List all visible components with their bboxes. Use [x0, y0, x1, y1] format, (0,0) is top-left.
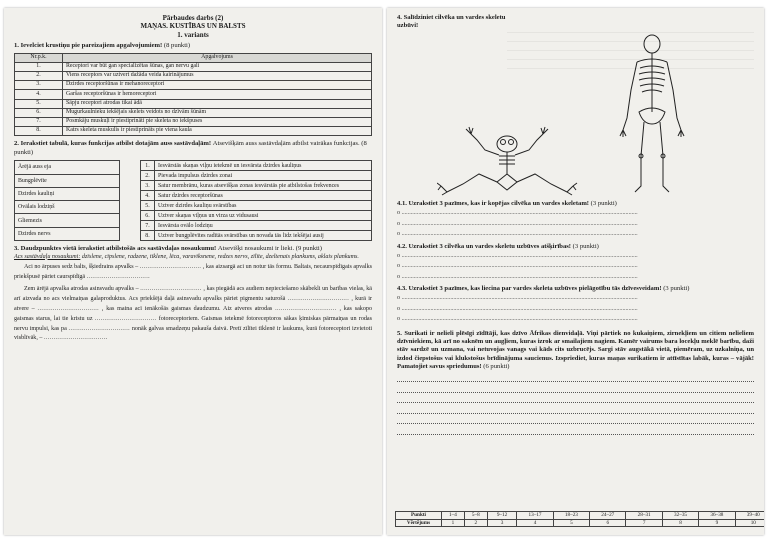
answer-4-1-line-3[interactable]: o ...........................................................................................................................................................	[397, 231, 638, 238]
test-title: Pārbaudes darbs (2)	[162, 14, 224, 22]
statement-row	[15, 127, 372, 136]
ear-function-text: Iesvārsta ovālo lodziņu	[155, 221, 372, 231]
ear-function-number: 8.	[141, 231, 155, 241]
statement-number[interactable]: 3.	[15, 81, 63, 90]
statement-text: Mugurkaulnieku iekšējais skelets veidots no dzīvām šūnām	[63, 108, 372, 117]
grade-cell: 9	[699, 519, 735, 527]
ear-function-number: 2.	[141, 171, 155, 181]
test-variant: 1. variants	[177, 30, 209, 39]
human-skeleton	[620, 35, 684, 192]
statement-number[interactable]: 4.	[15, 90, 63, 99]
blank-9[interactable]: ................................	[43, 335, 106, 342]
statement-row	[15, 90, 372, 99]
ear-function-number: 1.	[141, 161, 155, 171]
points-range-cell: 9–12	[487, 512, 517, 520]
grading-table	[395, 511, 764, 527]
ear-function-text: Uztver skaņas viļņus un virza uz vidusausi	[155, 211, 372, 221]
answer-4-2-line-1[interactable]: o ...........................................................................................................................................................	[397, 252, 638, 259]
grade-label: Vērtējums	[396, 519, 442, 527]
points-range-cell: 28–31	[626, 512, 662, 520]
statement-row	[15, 99, 372, 108]
grade-cell: 7	[626, 519, 662, 527]
skeleton-illustration	[437, 34, 697, 196]
answer-4-1-line-2[interactable]: o ...........................................................................................................................................................	[397, 220, 638, 227]
grade-cell: 10	[735, 519, 764, 527]
blank-1[interactable]: ................................	[139, 264, 202, 271]
blank-6[interactable]: ................................	[275, 305, 337, 312]
ear-part-name[interactable]: Ārējā auss eja	[15, 161, 120, 174]
grade-cell: 2	[464, 519, 487, 527]
left-page	[4, 8, 382, 535]
ear-function-text: Pievada impulsus dzirdes zonai	[155, 171, 372, 181]
points-label: Punkti	[396, 512, 442, 520]
ear-part-name[interactable]: Gliemezis	[15, 214, 120, 227]
statement-row	[15, 71, 372, 80]
blank-5[interactable]: ................................	[37, 305, 100, 312]
question-3: 3. Daudzpunktes vietā ierakstiet atbilstošās acs sastāvdaļas nosaukumu! Atsevišķi nosaukumi ir lieki. (9 punkti)	[14, 245, 322, 253]
ear-function-number: 3.	[141, 181, 155, 191]
ear-function-text: Iesvārstās skaņas viļņu ietekmē un iesvārsta dzirdes kauliņus	[155, 161, 372, 171]
points-range-cell: 18–23	[553, 512, 589, 520]
statement-number[interactable]: 1.	[15, 62, 63, 71]
statement-number[interactable]: 2.	[15, 71, 63, 80]
ear-part-name[interactable]: Dzirdes kauliņi	[15, 187, 120, 200]
statements-table	[14, 53, 372, 137]
ear-function-number: 6.	[141, 211, 155, 221]
ear-part-name[interactable]: Ovālais lodziņš	[15, 201, 120, 214]
ear-function-text: Uztver dzirdes kauliņu svārstības	[155, 201, 372, 211]
col-header-number: Nr.p.k.	[15, 53, 63, 62]
frog-skeleton	[437, 127, 577, 195]
ear-function-row	[141, 181, 372, 191]
statement-row	[15, 81, 372, 90]
question-2: 2. Ierakstiet tabulā, kuras funkcijas atbilst dotajām auss sastāvdaļām! Atsevišķām auss sastāvdaļām atbilst vairākas funkcijas. (8 punkti)	[14, 140, 367, 156]
ear-function-row	[141, 171, 372, 181]
grade-cell: 5	[553, 519, 589, 527]
statement-row	[15, 117, 372, 126]
ear-function-row	[141, 191, 372, 201]
eye-parts-hint: Acs sastāvdaļu nosaukumi: dzīslene, cīpslene, radzene, tīklene, lēca, varavīksnene, redzes nervs, zīlīte, dzeltenais plankums, aklais plankums.	[14, 253, 359, 260]
answer-4-1-line-1[interactable]: o ...........................................................................................................................................................	[397, 210, 638, 217]
ear-functions-table	[140, 160, 372, 241]
statement-text: Katrs skeleta muskulis ir piestiprināts pie viena kaula	[63, 127, 372, 136]
answer-4-2-line-3[interactable]: o ...........................................................................................................................................................	[397, 273, 638, 280]
ear-part-row	[15, 174, 120, 187]
test-subtitle: MAŅAS. KUSTĪBAS UN BALSTS	[140, 22, 246, 31]
ear-function-number: 4.	[141, 191, 155, 201]
ear-function-text: Satur membrānu, kuras atsevišķas zonas iesvārstās pie atbilstošas frekvences	[155, 181, 372, 191]
statement-text: Sāpju receptori atrodas tikai ādā	[63, 99, 372, 108]
ear-part-name[interactable]: Bungplēvīte	[15, 174, 120, 187]
ear-function-number: 5.	[141, 201, 155, 211]
blank-8[interactable]: ................................	[68, 325, 131, 332]
answer-4-3-line-1[interactable]: o ...........................................................................................................................................................	[397, 295, 638, 302]
statement-number[interactable]: 8.	[15, 127, 63, 136]
statement-number[interactable]: 5.	[15, 99, 63, 108]
grade-cell: 1	[442, 519, 465, 527]
answer-4-2-line-2[interactable]: o ...........................................................................................................................................................	[397, 263, 638, 270]
blank-4[interactable]: ................................	[287, 295, 350, 302]
ear-part-name[interactable]: Dzirdes nervs	[15, 227, 120, 240]
question-4: 4. Salīdziniet cilvēka un vardes skeletu uzbūvi!	[397, 14, 506, 30]
grade-cell: 6	[590, 519, 626, 527]
statement-row	[15, 108, 372, 117]
points-range-cell: 39–40	[735, 512, 764, 520]
statement-text: Viens receptors var uztvert dažāda veida kairinājumus	[63, 71, 372, 80]
points-range-cell: 1–4	[442, 512, 465, 520]
blank-2[interactable]: ................................	[86, 274, 149, 281]
ear-function-row	[141, 201, 372, 211]
question-4-1: 4.1. Uzrakstiet 3 pazīmes, kas ir kopējas cilvēka un vardes skeletam! (3 punkti)	[397, 200, 617, 207]
ear-parts-table	[14, 160, 120, 241]
statement-number[interactable]: 6.	[15, 108, 63, 117]
blank-3[interactable]: ................................	[140, 286, 202, 293]
points-range-cell: 36–38	[699, 512, 735, 520]
statement-text: Dzirdes receptoršūnas ir mehanoreceptori	[63, 81, 372, 90]
statement-row	[15, 62, 372, 71]
ear-part-row	[15, 227, 120, 240]
ear-part-row	[15, 187, 120, 200]
ear-function-text: Satur dzirdes receptoršūnas	[155, 191, 372, 201]
statement-number[interactable]: 7.	[15, 117, 63, 126]
question-5: 5. Surikati ir nelieli plēsīgi zīdītāji, kas dzīvo Āfrikas dienvidaļā. Viņi pārtiek no kukaiņiem, zirnekļiem un citiem nelieliem dzīvniekiem, kā arī no saknēm un augļiem, kuras izrok ar smailajiem nagiem. Kamēr vairums bara locekļu meklē barību, daži stāv sardzē un uzmana, vai netuvojas vanags vai kāds cits uzbrucējs. Sargi stāv augstākā vietā, piemēram, uz uzkalniņa, un izdod čiepstošus vai klukstošus brīdinājuma saucienus. Izspriediet, kuras maņas surikatiem ir attīstītas labāk, kuras – vājāk! Pamatojiet savus spriedumus! (6 punkti)	[397, 329, 754, 371]
ear-part-row	[15, 161, 120, 174]
points-range-cell: 32–35	[662, 512, 698, 520]
grade-cell: 3	[487, 519, 517, 527]
question-1: 1. Ievelciet krustiņu pie pareizajiem apgalvojumiem! (8 punkti)	[14, 42, 191, 50]
answer-5-lines[interactable]	[397, 372, 754, 435]
statement-text: Posmkāju muskuļi ir piestiprināti pie skeleta no iekšpuses	[63, 117, 372, 126]
ear-function-row	[141, 211, 372, 221]
ear-function-row	[141, 221, 372, 231]
answer-4-3-line-3[interactable]: o ...........................................................................................................................................................	[397, 316, 638, 323]
ear-part-row	[15, 214, 120, 227]
ear-function-number: 7.	[141, 221, 155, 231]
points-range-cell: 24–27	[590, 512, 626, 520]
right-page	[387, 8, 764, 535]
answer-4-3-line-2[interactable]: o ...........................................................................................................................................................	[397, 305, 638, 312]
grade-cell: 4	[517, 519, 553, 527]
question-4-3: 4.3. Uzrakstiet 3 pazīmes, kas liecina par vardes skeleta uzbūves pielāgotību tās dzīvesveidam! (3 punkti)	[397, 285, 690, 293]
question-4-2: 4.2. Uzrakstiet 3 cilvēka un vardes skeletu uzbūves atšķirības! (3 punkti)	[397, 242, 599, 250]
statement-text: Garšas receptoršūnas ir hemoreceptori	[63, 90, 372, 99]
col-header-statement: Apgalvojums	[63, 53, 372, 62]
blank-7[interactable]: ................................	[94, 315, 157, 322]
grade-cell: 8	[662, 519, 698, 527]
ear-function-row	[141, 231, 372, 241]
ear-function-text: Uztver bungplēvītes radītās svārstības un novada tās līdz iekšējai ausij	[155, 231, 372, 241]
ear-part-row	[15, 201, 120, 214]
statement-text: Receptori var būt gan specializētas šūnas, gan nervu gali	[63, 62, 372, 71]
points-range-cell: 5–8	[464, 512, 487, 520]
eye-text: Aci no ārpuses sedz balts, šķiedrains apvalks – ................................ , kas aizsargā aci un notur tās formu. Baltais, necaurspīdīgais apvalks priekšpusē pāriet caurspīdīgā ................................. Zem ārējā apvalka atrodas asinsvadu apvalks – ................................ , kas piegādā acs audiem nepieciešamo skābekli un barības vielas, kā arī aizvada no acs vielmaiņas galaproduktus. Acs priekšējā daļā asinsvadu apvalks pāriet pigmentu saturošā ................................ , kurā ir atvere – ................................ , kas maina acī ienākošās gaismas daudzumu. Aiz atveres atrodas ................................ , kas sakopo gaismas starus, lai tie kristu uz ................................ fotoreceptoriem. Gaismas ietekmē fotoreceptoros sākas ķīmiskas pārmaiņas un rodas nervu impulsi, kas pa ................................ nonāk galvas smadzeņu pakaušа daivā. Pretī zīlītei tīklenē ir laukums, kurā fotoreceptori izvietoti visblīvāk, – .................................	[14, 264, 373, 342]
ear-function-row	[141, 161, 372, 171]
points-range-cell: 13–17	[517, 512, 553, 520]
